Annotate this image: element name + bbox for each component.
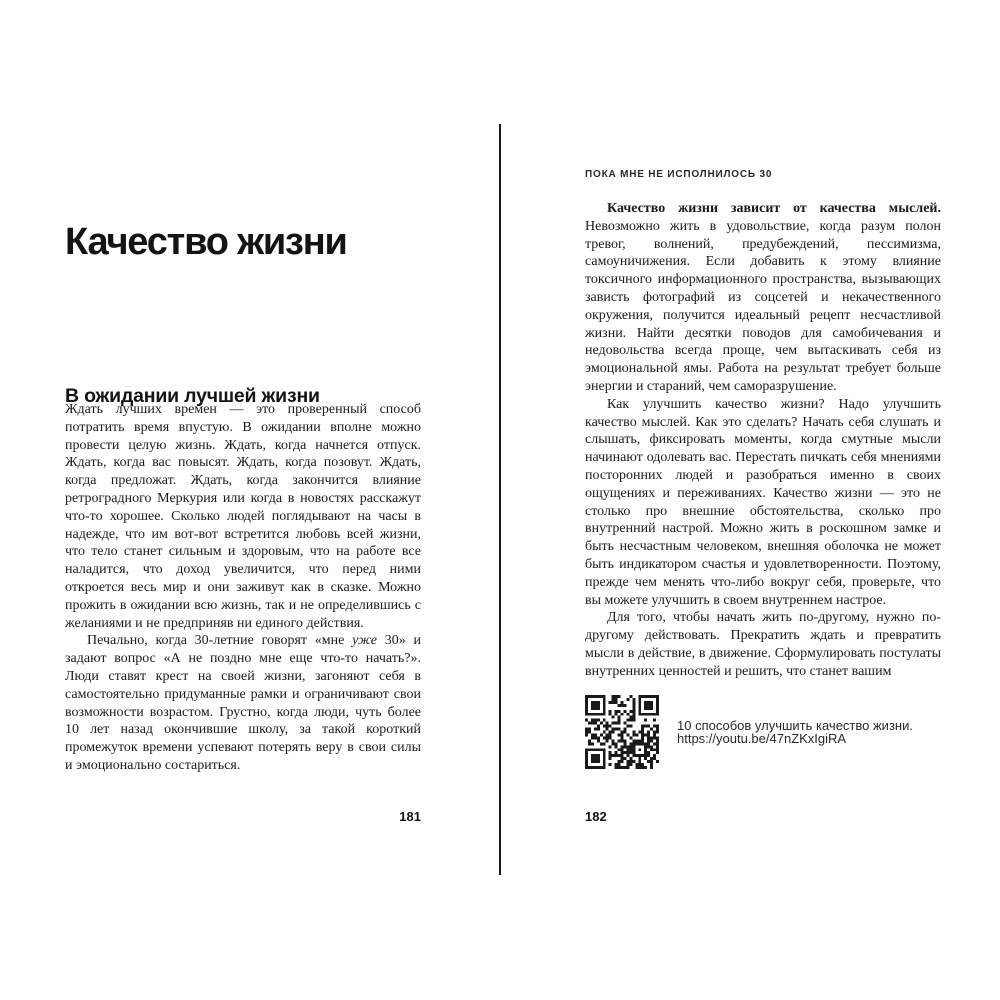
right-paragraph-1 [585, 200, 941, 396]
left-paragraph-1: Ждать лучших времен — это проверенный способ потратить время впустую. В ожидании вполне можно провести целую жизнь. Ждать, когда начнется отпуск. Ждать, когда вас повысят. Ждать, когда позовут. Ждать, когда предложат. Ждать, когда закончится влияние ретроградного Меркурия или когда в новостях расскажут что-то хорошее. Сколько людей поглядывают на часы в надежде, что им вот-вот встретится любовь всей жизни, что тело станет сильным и здоровым, что на работе все наладится, что доход увеличится, что перед ними откроется весь мир и они заживут как в сказке. Можно прожить в ожидании всю жизнь, так и не определившись с желаниями и не предприняв ни единого действия. [65, 402, 421, 631]
qr-text [677, 719, 913, 745]
right-paragraph-1-rest: Невозможно жить в удовольствие, когда разум полон тревог, волнений, предубеждений, пессимизма, самоуничижения. Если добавить к этому влияние токсичного информационного пространства, вызывающих зависть фотографий из соцсетей и некачественного окружения, получится идеальный рецепт несчастливой жизни. Найти десятки поводов для самобичевания и недовольства всегда проще, чем вытаскивать себя из эмоциональной ямы. Работа на результат требует больше энергии и стараний, чем саморазрушение. [585, 218, 941, 394]
left-paragraph-2 [65, 632, 421, 774]
page-divider-line [499, 124, 501, 875]
qr-url: https://youtu.be/47nZKxIgiRA [677, 730, 847, 746]
left-paragraph-2-post: 30» и задают вопрос «А не поздно мне еще что-то начать?». Люди ставят крест на своей жизни, загоняют себя в самостоятельно придуманные рамки и ограничивают свои возможности возрастом. Грустно, когда люди, чуть более 10 лет назад окончившие школу, за такой короткий промежуток времени успевают потерять веру в свои силы и эмоционально состариться. [65, 633, 421, 773]
left-page-number: 181 [399, 809, 421, 824]
left-paragraph-2-pre: Печально, когда 30-летние говорят «мне [87, 633, 353, 649]
left-page-body [65, 401, 421, 775]
right-paragraph-3: Для того, чтобы начать жить по-другому, нужно по-другому действовать. Прекратить ждать и превратить мысли в действие, в движение. Сформулировать постулаты внутренних ценностей и решить, что станет вашим [585, 610, 941, 679]
qr-code [585, 695, 659, 769]
right-page-number: 182 [585, 809, 607, 824]
right-paragraph-1-bold-lead: Качество жизни зависит от качества мыслей. [607, 201, 941, 216]
chapter-title: Качество жизни [65, 221, 347, 264]
qr-caption: 10 способов улучшить качество жизни. [677, 717, 913, 733]
qr-block [585, 695, 941, 769]
right-page-body [585, 200, 941, 769]
left-paragraph-2-italic-word: уже [352, 633, 378, 649]
section-heading: В ожидании лучшей жизни [65, 385, 320, 408]
running-header: ПОКА МНЕ НЕ ИСПОЛНИЛОСЬ 30 [585, 169, 773, 180]
right-paragraph-2: Как улучшить качество жизни? Надо улучшить качество мыслей. Как это сделать? Начать себя слушать и слышать, фиксировать моменты, когда смутные мысли начинают одолевать вас. Перестать пичкать себя мнениями посторонних людей и разобраться именно в своих ощущениях и переживаниях. Качество жизни — это не столько про внешние обстоятельства, сколько про внутренний настрой. Можно жить в роскошном замке и быть несчастным человеком, внешняя оболочка не может быть индикатором счастья и удовлетворенности. Поэтому, прежде чем менять что-либо вокруг себя, проверьте, что вы можете улучшить в своем внутреннем настрое. [585, 396, 941, 608]
